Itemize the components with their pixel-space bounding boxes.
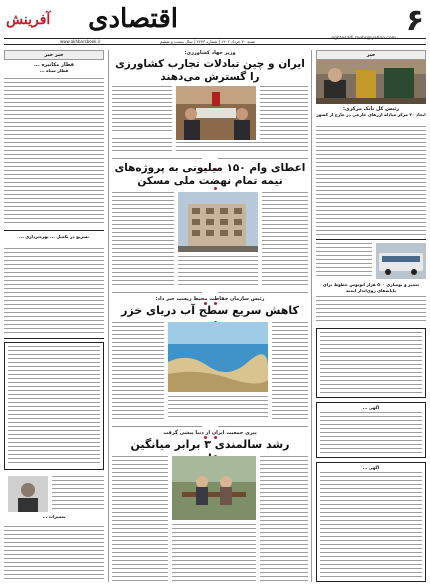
- right-item2-body: [316, 296, 426, 324]
- elderly-photo: [172, 456, 256, 520]
- top-story-body-center: [176, 142, 308, 152]
- story-four-headline: رشد سالمندی ۳ برابر میانگین: [130, 438, 290, 451]
- story-three-body-center: [168, 396, 268, 420]
- center-divider-1: [112, 156, 308, 160]
- bus-photo: [376, 243, 426, 279]
- left-notice-box: [4, 342, 104, 470]
- left-rule-1: [4, 230, 104, 231]
- left-item1-headline: قطار سیاه ...: [39, 68, 69, 73]
- top-story-body-left: [112, 138, 172, 152]
- right-notice-box-3: [316, 462, 426, 582]
- story-three-body-right: [272, 322, 308, 420]
- section-title: اقتصادی: [88, 4, 178, 34]
- caspian-photo: [168, 322, 268, 392]
- top-story-body-right: [260, 86, 308, 142]
- story-two-body-center: [178, 256, 258, 288]
- left-portrait-text: [52, 476, 104, 512]
- story-three-body-left: [112, 322, 164, 420]
- story-four-kicker: پیری جمعیت ایران از دنیا پیشی گرفت: [163, 430, 257, 436]
- right-item2-headline: تعمیر و نوسازی ۵۰۰ هزار اتوبوس خطوط برای پایانه‌های روی‌انداز ایمنه: [322, 282, 420, 293]
- story-four-body-right: [260, 456, 308, 582]
- page-number: ۶: [405, 3, 424, 38]
- right-item1-kicker: رئیس کل بانک مرکزی:: [342, 106, 399, 112]
- governor-photo: [316, 60, 426, 104]
- right-notice-box-2: [316, 402, 426, 458]
- notice-3-title: آگهی ...: [362, 465, 380, 470]
- left-portrait: [8, 476, 48, 512]
- left-item3-body: [4, 526, 104, 582]
- story-two-body-right: [262, 192, 308, 288]
- right-news-tag: خبر: [316, 50, 426, 60]
- left-item3-headline: تعمیرات ...: [42, 514, 66, 519]
- story-four-body-left: [112, 456, 168, 582]
- column-divider-left: [108, 50, 109, 582]
- left-item2-body: [4, 248, 104, 334]
- top-story-photo: [176, 86, 256, 140]
- right-item1-headline: ایجاد ۲۰ مرکز مبادله ارزهای خارجی در خارج از کشور: [316, 112, 426, 117]
- top-story-intro: [112, 86, 172, 134]
- right-item1-body: [316, 126, 426, 236]
- left-news-tag: خبر خبر: [4, 50, 104, 60]
- center-divider-2: [112, 290, 308, 294]
- story-two-body-left: [112, 192, 174, 288]
- issue-line: شنبه ۲۰ خرداد ۱۴۰۲ | شماره ۶۷۷۳ | سال بیست و ششم: [160, 39, 256, 44]
- notice-2-title: آگهی ...: [362, 405, 380, 410]
- top-story-headline: ایران و چین تبادلات تجارب کشاورزی را گسترش می‌دهند: [115, 58, 305, 83]
- left-rule-2: [4, 338, 104, 339]
- story-four-body-center: [172, 524, 256, 582]
- story-two-headline: اعطای وام ۱۵۰ میلیونی به پروژه‌های نیمه تمام نهضت ملی مسکن: [114, 162, 306, 187]
- top-story-kicker: وزیر جهاد کشاورزی:: [184, 50, 236, 56]
- paper-logo: آفرینش: [6, 12, 51, 28]
- website: www.akhbarsbook.ir: [60, 39, 101, 44]
- left-item1-kicker: قطار مکانیزه ...: [34, 62, 74, 68]
- left-item1-body: [4, 78, 104, 226]
- right-bus-text: [316, 243, 372, 279]
- story-three-headline: کاهش سریع سطح آب دریای خزر: [121, 304, 299, 317]
- masthead: [0, 0, 430, 48]
- email-right: eghtesadi.mehr@yahoo.com: [331, 36, 396, 41]
- right-notice-box: [316, 328, 426, 398]
- center-divider-3: [112, 424, 308, 428]
- right-rule-1: [316, 239, 426, 240]
- column-divider-right: [311, 50, 312, 582]
- story-three-kicker: رئیس سازمان حفاظت محیط زیست خبر داد:: [155, 296, 265, 302]
- left-item2-headline: تسریع در تکمیل ... بهره‌برداری ...: [19, 234, 89, 239]
- building-photo: [178, 192, 258, 252]
